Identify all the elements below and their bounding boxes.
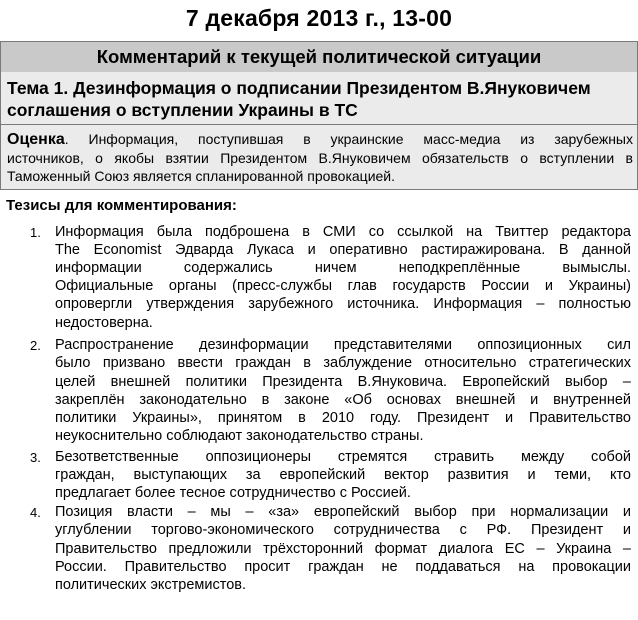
thesis-line: Безответственные оппозиционеры стремятся стравить между собой (55, 449, 631, 465)
assessment-text-1: . Информация, поступившая в украинские масс-медиа из зарубежных (64, 131, 633, 147)
topic-box (0, 72, 638, 125)
thesis-line: граждан, выступающих за европейский вектор развития и теми, кто (55, 467, 631, 483)
thesis-line: предлагает более тесное сотрудничество с Россией. (55, 485, 411, 501)
date-title: 7 декабря 2013 г., 13-00 (185, 5, 453, 31)
thesis-line: опровергли утверждения зарубежного источника. Информация – полностью (55, 296, 631, 312)
thesis-line: Правительство предложили трёхсторонний формат диалога ЕС – Украина – (55, 541, 631, 557)
topic-line-1: Тема 1. Дезинформация о подписании Президентом В.Януковичем (7, 78, 591, 98)
commentary-header: Комментарий к текущей политической ситуации (0, 41, 638, 73)
thesis-line: Позиция власти – мы – «за» европейский выбор при нормализации и (55, 504, 631, 520)
topic-line-2: соглашения о вступлении Украины в ТС (7, 100, 358, 120)
thesis-line: Распространение дезинформации представителями оппозиционных сил (55, 337, 631, 353)
thesis-line: информации содержались ничем неподкреплённые вымыслы. (55, 260, 631, 276)
thesis-line: неукоснительно соблюдают законодательство страны. (55, 428, 424, 444)
thesis-number: 4. (30, 505, 41, 520)
assessment-label: Оценка (7, 131, 65, 148)
thesis-line: России. Правительство просит граждан не поддаваться на провокации (55, 559, 631, 575)
thesis-line: целей внешней политики Президента В.Януковича. Европейский выбор – (55, 374, 631, 390)
thesis-line: политических экстремистов. (55, 577, 247, 593)
assessment-line-3: Таможенный Союз является спланированной провокацией. (7, 168, 396, 184)
thesis-line: углублении торгово-экономического сотрудничества с РФ. Президент и (55, 522, 631, 538)
thesis-line: Официальные органы (пресс-службы глав государств России и Украины) (55, 278, 631, 294)
theses-title: Тезисы для комментирования: (6, 197, 237, 214)
thesis-line: политики Украины», принятом в 2010 году. Президент и Правительство (55, 410, 631, 426)
thesis-line: недостоверна. (55, 315, 153, 331)
thesis-number: 1. (30, 225, 41, 240)
thesis-line: закреплён законодательно в законе «Об основах внешней и внутренней (55, 392, 631, 408)
thesis-number: 2. (30, 338, 41, 353)
thesis-line: было призвано ввести граждан в заблуждение относительно стратегических (55, 355, 631, 371)
assessment-line-1 (7, 130, 633, 149)
thesis-line: The Economist Эдварда Лукаса и оперативно растиражирована. В данной (55, 242, 631, 258)
assessment-line-2: источников, о якобы взятии Президентом В.Януковичем обязательств о вступлении в (7, 150, 633, 166)
thesis-number: 3. (30, 450, 41, 465)
thesis-line: Информация была подброшена в СМИ со ссылкой на Твиттер редактора (55, 224, 631, 240)
assessment-box (0, 125, 638, 190)
